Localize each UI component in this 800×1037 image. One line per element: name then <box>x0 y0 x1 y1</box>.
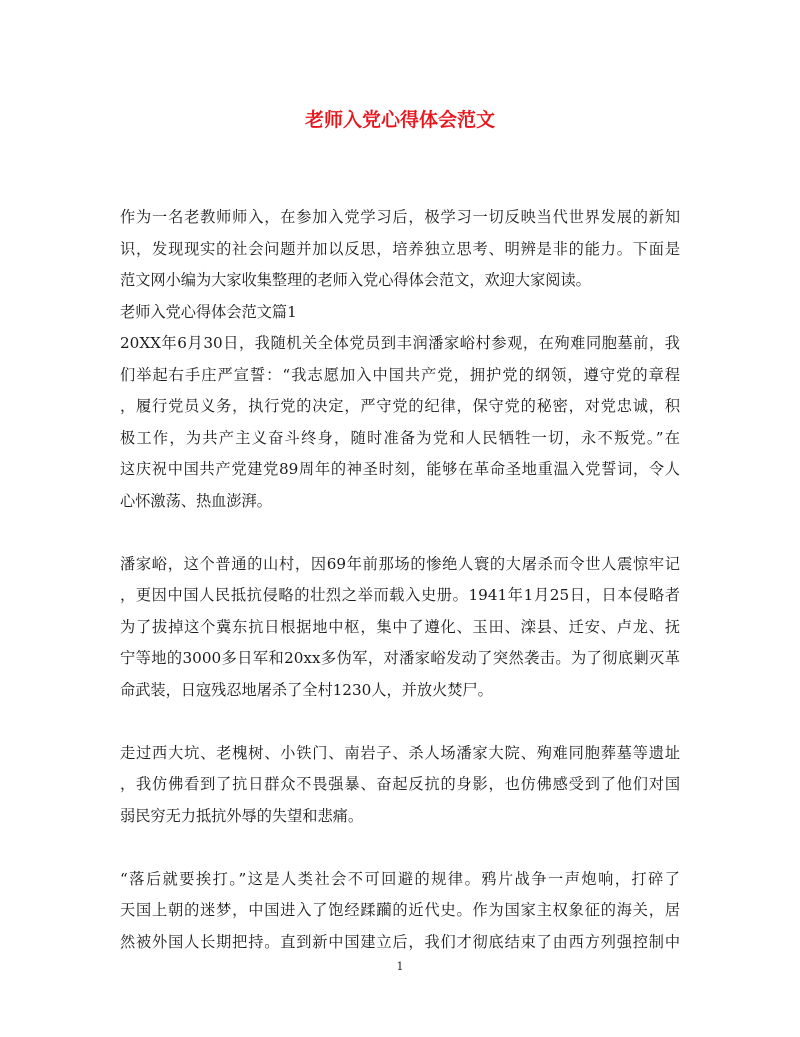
text-line: 宁等地的3000多日军和20xx多伪军，对潘家峪发动了突然袭击。为了彻底剿灭革 <box>120 649 680 667</box>
document-title: 老师入党心得体会范文 <box>304 109 495 131</box>
text-line: ，履行党员义务，执行党的决定，严守党的纪律，保守党的秘密，对党忠诚，积 <box>120 397 680 415</box>
text-line: 潘家峪，这个普通的山村，因69年前那场的惨绝人寰的大屠杀而令世人震惊牢记 <box>120 554 680 573</box>
text-line: ，更因中国人民抵抗侵略的壮烈之举而载入史册。1941年1月25日，日本侵略者 <box>120 586 680 604</box>
text-line: 走过西大坑、老槐树、小铁门、南岩子、杀人场潘家大院、殉难同胞葬墓等遗址 <box>120 743 680 762</box>
text-line: “落后就要挨打。”这是人类社会不可回避的规律。鸦片战争一声炮响，打碎了 <box>120 869 680 888</box>
text-line: 为了拔掉这个冀东抗日根据地中枢，集中了遵化、玉田、滦县、迁安、卢龙、抚 <box>120 617 680 636</box>
text-line: 作为一名老教师师入，在参加入党学习后，极学习一切反映当代世界发展的新知 <box>120 208 680 226</box>
text-line: 弱民穷无力抵抗外辱的失望和悲痛。 <box>120 806 363 825</box>
text-line: 这庆祝中国共产党建党89周年的神圣时刻，能够在革命圣地重温入党誓词，令人 <box>120 460 680 478</box>
text-line: 然被外国人长期把持。直到新中国建立后，我们才彻底结束了由西方列强控制中 <box>120 932 680 951</box>
text-line: ，我仿佛看到了抗日群众不畏强暴、奋起反抗的身影，也仿佛感受到了他们对国 <box>120 775 680 793</box>
text-line: 20XX年6月30日，我随机关全体党员到丰润潘家峪村参观，在殉难同胞墓前，我 <box>120 334 680 352</box>
text-line: 极工作，为共产主义奋斗终身，随时准备为党和人民牺牲一切，永不叛党。”在 <box>120 428 680 447</box>
section-heading: 老师入党心得体会范文篇1 <box>120 302 297 321</box>
text-line: 天国上朝的迷梦，中国进入了饱经蹂躏的近代史。作为国家主权象征的海关，居 <box>120 901 680 919</box>
paragraph-gap <box>120 517 680 549</box>
paragraph-gap <box>120 706 680 738</box>
page-number: 1 <box>396 960 404 973</box>
document-body <box>120 202 680 958</box>
text-line: 识，发现现实的社会问题并加以反思，培养独立思考、明辨是非的能力。下面是 <box>120 239 680 258</box>
text-line: 范文网小编为大家收集整理的老师入党心得体会范文，欢迎大家阅读。 <box>120 271 591 289</box>
paragraph-gap <box>120 832 680 864</box>
text-line: 命武装，日寇残忍地屠杀了全村1230人，并放火焚尸。 <box>120 680 493 699</box>
text-line: 们举起右手庄严宣誓：“我志愿加入中国共产党，拥护党的纲领，遵守党的章程 <box>120 365 680 384</box>
text-line: 心怀激荡、热血澎湃。 <box>120 491 272 510</box>
